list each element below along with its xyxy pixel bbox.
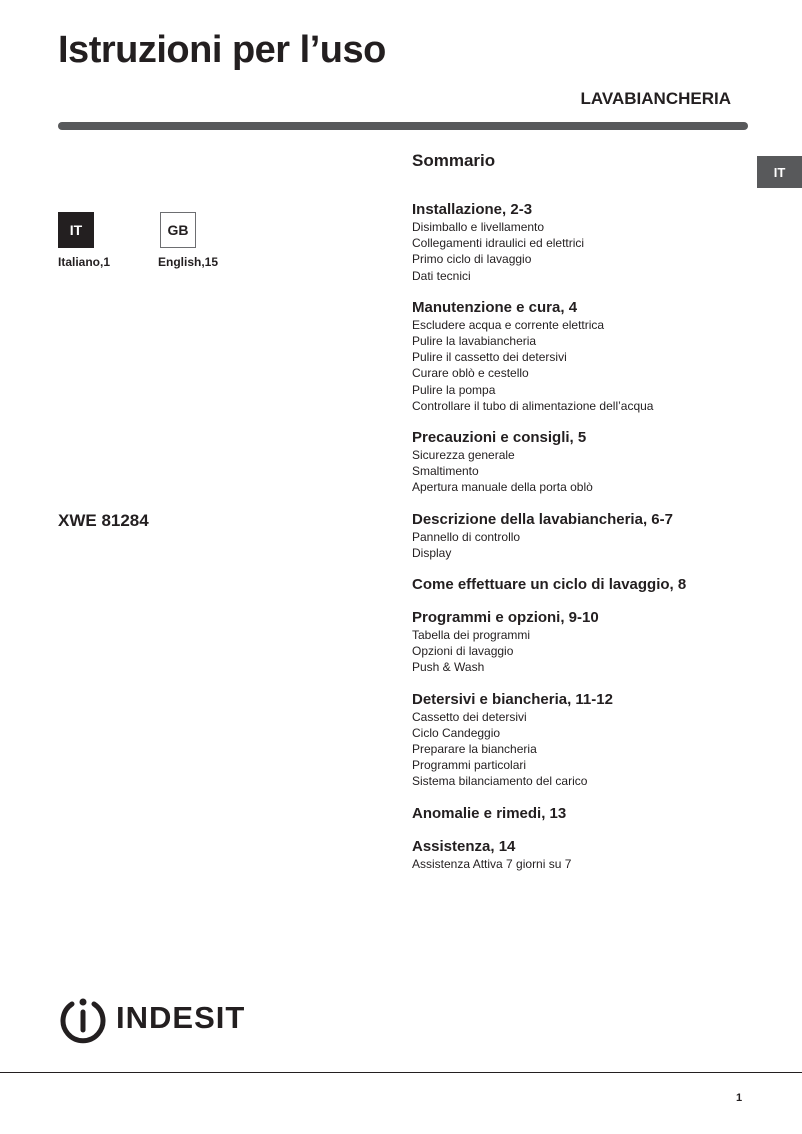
- brand-logo: [58, 992, 245, 1044]
- toc-item[interactable]: Pannello di controllo: [412, 529, 521, 544]
- toc-item[interactable]: Display: [412, 545, 452, 560]
- toc-item[interactable]: Sicurezza generale: [412, 448, 515, 463]
- toc-item[interactable]: Assistenza Attiva 7 giorni su 7: [412, 856, 572, 871]
- language-side-tab: IT: [757, 156, 802, 188]
- toc-section-title[interactable]: Installazione, 2-3: [412, 201, 533, 218]
- toc-item[interactable]: Preparare la biancheria: [412, 742, 537, 757]
- toc-section: [412, 690, 792, 790]
- toc-item[interactable]: Ciclo Candeggio: [412, 725, 501, 740]
- language-box-gb[interactable]: GB: [160, 212, 196, 248]
- toc-section-title[interactable]: Anomalie e rimedi, 13: [412, 804, 567, 822]
- toc-heading: Sommario: [412, 151, 496, 170]
- toc-section: [412, 298, 792, 414]
- toc-item[interactable]: Push & Wash: [412, 660, 485, 675]
- toc-item[interactable]: Curare oblò e cestello: [412, 366, 529, 381]
- toc-item[interactable]: Pulire la pompa: [412, 382, 496, 397]
- toc-section: [412, 510, 792, 561]
- product-type: LAVABIANCHERIA: [580, 89, 731, 108]
- language-label-it: Italiano,1: [58, 255, 111, 269]
- toc-item[interactable]: Sistema bilanciamento del carico: [412, 774, 588, 789]
- toc-section-title[interactable]: Detersivi e biancheria, 11-12: [412, 690, 613, 708]
- toc-item[interactable]: Escludere acqua e corrente elettrica: [412, 317, 605, 332]
- toc-item[interactable]: Opzioni di lavaggio: [412, 644, 514, 659]
- toc-section: [412, 575, 792, 594]
- footer-divider: [0, 1072, 802, 1073]
- power-symbol-icon: [58, 992, 108, 1044]
- toc-section: [412, 428, 792, 496]
- header-divider: [58, 122, 748, 130]
- toc-item[interactable]: Controllare il tubo di alimentazione dell’acqua: [412, 398, 654, 413]
- toc-section: [412, 200, 792, 284]
- toc-section-title[interactable]: Assistenza, 14: [412, 837, 516, 855]
- brand-name: INDESIT: [116, 1000, 246, 1035]
- toc-item[interactable]: Cassetto dei detersivi: [412, 709, 527, 724]
- model-number: XWE 81284: [58, 511, 149, 530]
- page-title: Istruzioni per l’uso: [58, 29, 386, 71]
- toc-section: [412, 804, 792, 823]
- toc-item[interactable]: Disimballo e livellamento: [412, 220, 545, 234]
- language-label-gb: English,15: [158, 255, 219, 269]
- toc-item[interactable]: Apertura manuale della porta oblò: [412, 480, 593, 495]
- page-number: 1: [736, 1092, 743, 1104]
- toc-section-title[interactable]: Programmi e opzioni, 9-10: [412, 609, 599, 627]
- toc-item[interactable]: Smaltimento: [412, 464, 479, 479]
- toc-section-title[interactable]: Come effettuare un ciclo di lavaggio, 8: [412, 576, 687, 594]
- toc-item[interactable]: Pulire la lavabiancheria: [412, 334, 537, 349]
- toc-section-title[interactable]: Manutenzione e cura, 4: [412, 298, 578, 316]
- toc-item[interactable]: Collegamenti idraulici ed elettrici: [412, 236, 585, 251]
- toc-section-title[interactable]: Descrizione della lavabiancheria, 6-7: [412, 510, 673, 528]
- toc-section: [412, 608, 792, 676]
- toc-item[interactable]: Pulire il cassetto dei detersivi: [412, 350, 567, 365]
- toc-item[interactable]: Programmi particolari: [412, 758, 527, 773]
- toc-section-title[interactable]: Precauzioni e consigli, 5: [412, 429, 587, 447]
- language-box-it[interactable]: IT: [58, 212, 94, 248]
- toc-item[interactable]: Primo ciclo di lavaggio: [412, 252, 532, 267]
- toc-item[interactable]: Dati tecnici: [412, 268, 471, 283]
- toc-section: [412, 837, 792, 872]
- table-of-contents: [412, 150, 792, 886]
- toc-item[interactable]: Tabella dei programmi: [412, 628, 531, 643]
